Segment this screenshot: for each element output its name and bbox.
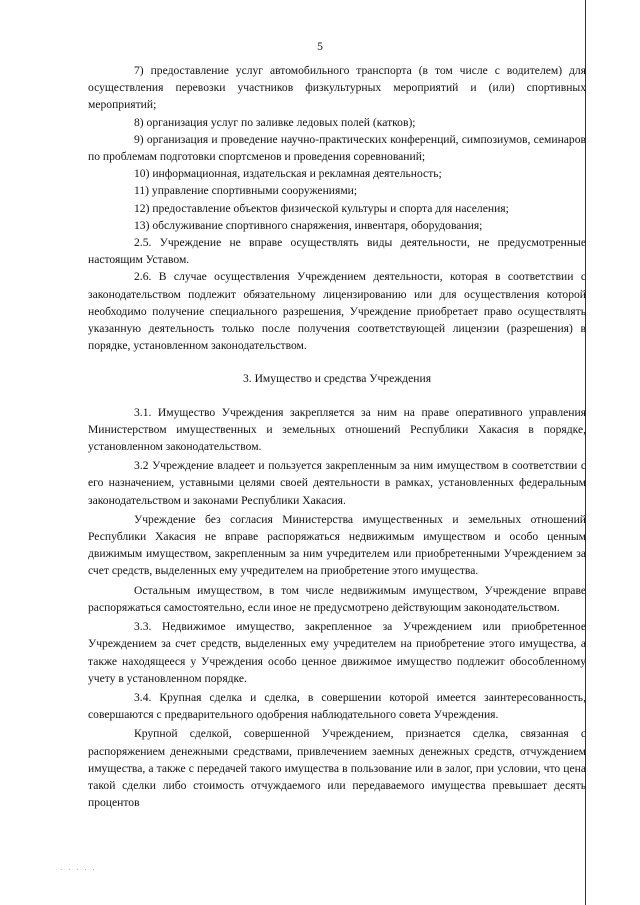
list-item-12: 12) предоставление объектов физической культуры и спорта для населения; [134,201,509,215]
clause-2-5: 2.5. Учреждение не вправе осуществлять виды деятельности, не предусмотренные настоящим Уставом. [88,236,586,267]
clause-3-2: 3.2 Учреждение владеет и пользуется закрепленным за ним имуществом в соответствии с его назначением, уставными целями своей деятельности в рамках, установленных федеральным законодательством и законами Республики Хакасия. [88,459,586,507]
paragraph-major-deal: Крупной сделкой, совершенной Учреждением, признается сделка, связанная с распоряжением денежными средствами, привлечением заемных денежных средств, отчуждением имущества, а также с передачей такого имущества в пользование или в залог, при условии, что цена такой сделки либо стоимость отчуждаемого или передаваемого имущества превышает десять процентов [88,727,586,810]
clause-3-4: 3.4. Крупная сделка и сделка, в совершении которой имеется заинтересованность, совершаются с предварительного одобрения наблюдательного совета Учреждения. [88,690,586,722]
document-body [88,62,586,811]
paragraph-other-property: Остальным имуществом, в том числе недвижимым имуществом, Учреждение вправе распоряжаться самостоятельно, если иное не предусмотрено действующим законодательством. [88,583,586,614]
list-item-8: 8) организация услуг по заливке ледовых полей (катков); [134,115,416,129]
list-item-11: 11) управление спортивными сооружениями; [134,184,358,198]
clause-3-1: 3.1. Имущество Учреждения закрепляется за ним на праве оперативного управления Министерством имущественных и земельных отношений Республики Хакасия в порядке, установленном законодательством. [88,405,586,454]
paragraph-consent: Учреждение без согласия Министерства имущественных и земельных отношений Республики Хакасия не вправе распоряжаться недвижимым имуществом и особо ценным движимым имуществом, закрепленным за ним учредителем или приобретенными Учреждением за счет средств, выделенных ему учредителем на приобретение этого имущества. [88,512,586,578]
list-item-9: 9) организация и проведение научно-практических конференций, симпозиумов, семинаров по проблемам подготовки спортсменов и проведения соревнований; [88,132,586,164]
section-heading: 3. Имущество и средства Учреждения [242,372,432,386]
list-item-7: 7) предоставление услуг автомобильного транспорта (в том числе с водителем) для осуществления перевозки участников физкультурных мероприятий и (или) спортивных мероприятий; [88,64,586,112]
clause-2-6: 2.6. В случае осуществления Учреждением деятельности, которая в соответствии с законодательством подлежит обязательному лицензированию или для осуществления которой необходимо получение специального разрешения, Учреждение приобретает право осуществлять указанную деятельность только после получения соответствующей лицензии (разрешения) в порядке, установленном законодательством. [88,270,586,353]
clause-3-3: 3.3. Недвижимое имущество, закрепленное за Учреждением или приобретенное Учреждением за счет средств, выделенных ему учредителем на приобретение этого имущества, а также находящееся у Учреждения особо ценное движимое имущество подлежит обособленному учету в установленном порядке. [88,620,586,685]
list-item-10: 10) информационная, издательская и рекламная деятельность; [134,167,442,181]
page-number: 5 [317,40,323,53]
scan-mark: · · · · · [60,866,97,874]
list-item-13: 13) обслуживание спортивного снаряжения, инвентаря, оборудования; [134,218,483,232]
